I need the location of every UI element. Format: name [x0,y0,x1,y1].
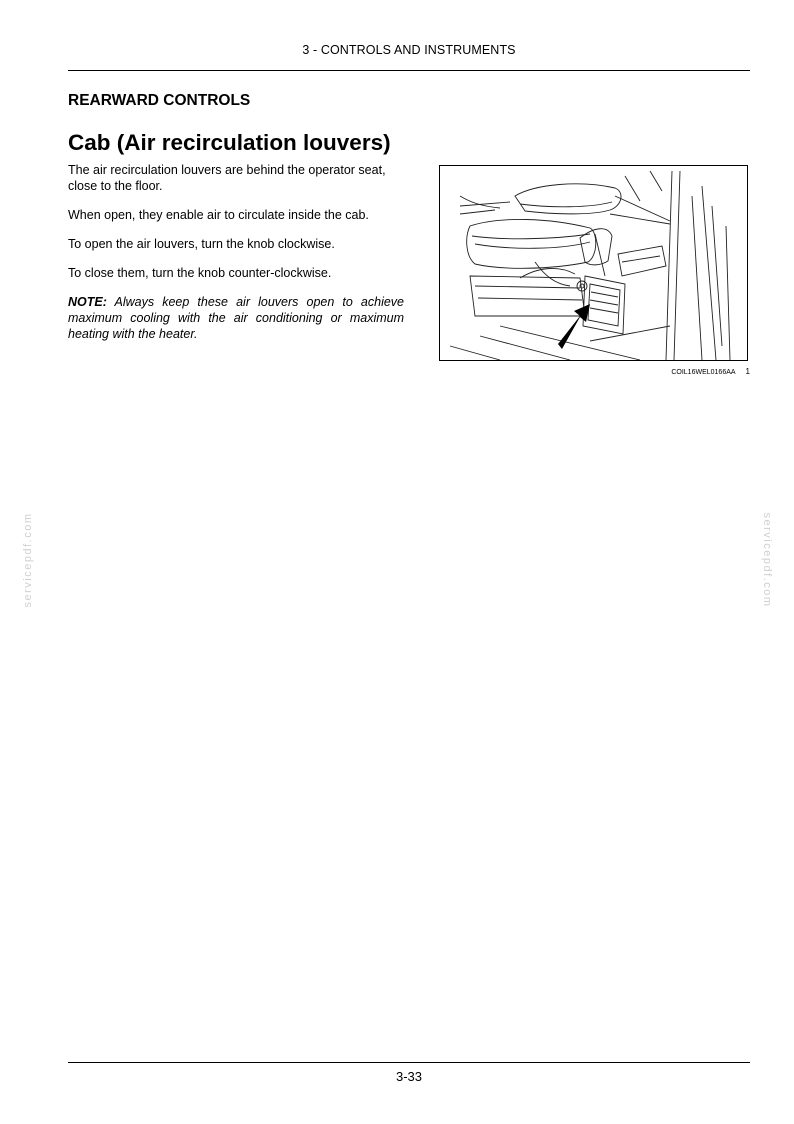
page-title: Cab (Air recirculation louvers) [68,130,391,155]
note-label: NOTE: [68,295,107,309]
running-header: 3 - CONTROLS AND INSTRUMENTS [302,43,516,57]
figure-code: COIL16WEL0166AA [671,369,736,376]
cab-seat-illustration [440,166,747,360]
section-heading: REARWARD CONTROLS [68,92,251,109]
watermark-right: servicepdf.com [761,512,773,608]
body-text [68,162,404,355]
paragraph: When open, they enable air to circulate inside the cab. [68,208,369,222]
watermark-left: servicepdf.com [22,512,34,608]
figure-cab-louvers [439,165,748,361]
figure-caption [600,367,750,376]
paragraph: To open the air louvers, turn the knob clockwise. [68,237,335,251]
note [68,294,404,342]
figure-number: 1 [745,367,750,376]
footer-rule [68,1062,750,1063]
page-number: 3-33 [395,1069,423,1084]
paragraph: The air recirculation louvers are behind the operator seat, close to the floor. [68,163,386,193]
paragraph: To close them, turn the knob counter-clockwise. [68,266,332,280]
header-rule [68,70,750,71]
note-text: Always keep these air louvers open to achieve maximum cooling with the air conditioning or maximum heating with the heater. [68,295,404,341]
